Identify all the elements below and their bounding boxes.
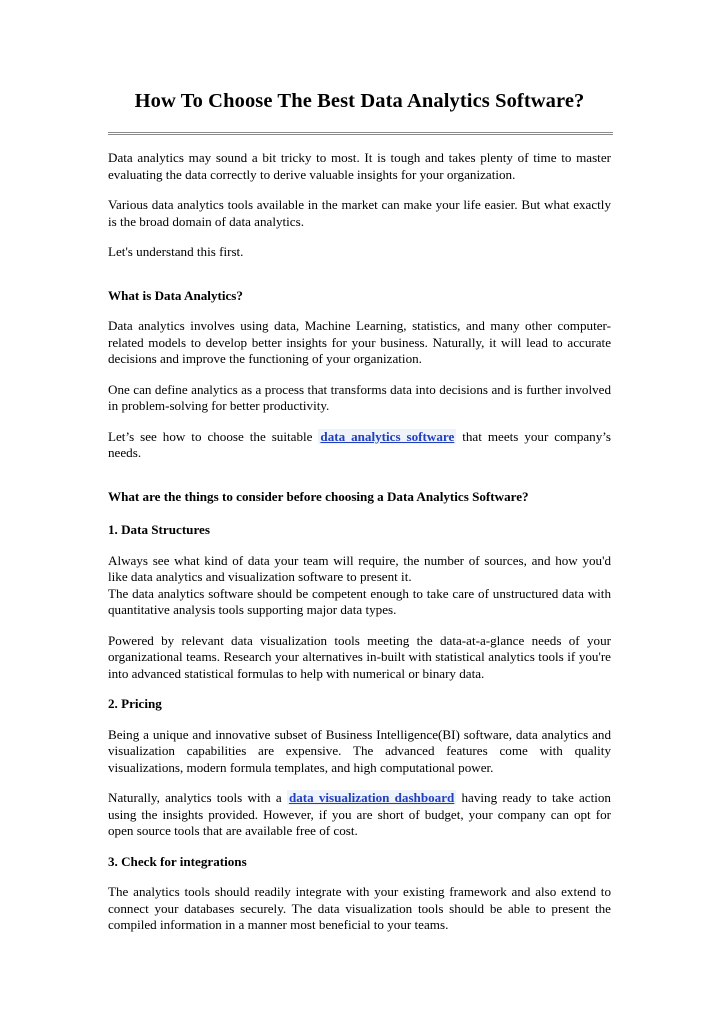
data-analytics-software-link[interactable]: data analytics software: [320, 428, 455, 444]
pricing-paragraph-1: Being a unique and innovative subset of Business Intelligence(BI) software, data analytics and visualization capabilities are expensive. The advanced features come with quality visualizations, modern formula templates, and high computational power.: [108, 726, 611, 775]
section-heading-pricing: 2. Pricing: [108, 696, 162, 711]
data-structures-paragraph-1-line-1: Always see what kind of data your team will require, the number of sources, and how you'd like data analytics and visualization software to present it.: [108, 552, 611, 584]
what-paragraph-3-after: that meets your company’s needs.: [108, 428, 612, 460]
integrations-paragraph-1: The analytics tools should readily integrate with your existing framework and also extend to connect your databases securely. The data visualization tools should be able to present the compiled information in a manner most beneficial to your teams.: [108, 884, 611, 932]
section-heading-things-to-consider: What are the things to consider before choosing a Data Analytics Software?: [108, 488, 529, 504]
what-paragraph-1: Data analytics involves using data, Machine Learning, statistics, and many other computer-related models to develop better insights for your business. Naturally, it will lead to accurate decisions and improve the functioning of your organization.: [108, 318, 611, 366]
intro-paragraph-3: Let's understand this first.: [108, 244, 244, 259]
what-paragraph-3: [108, 429, 611, 462]
intro-paragraph-1: Data analytics may sound a bit tricky to most. It is tough and takes plenty of time to master evaluating the data correctly to derive valuable insights for your organization.: [108, 150, 611, 182]
what-paragraph-3-before: Let’s see how to choose the suitable: [108, 428, 319, 444]
data-structures-paragraph-2: Powered by relevant data visualization tools meeting the data-at-a-glance needs of your organizational teams. Research your alternatives in-built with statistical analytics tools if you're into advanced statistical formulas to help with numerical or binary data.: [108, 632, 611, 681]
pricing-paragraph-2-before: Naturally, analytics tools with a: [108, 790, 287, 805]
what-paragraph-2: One can define analytics as a process that transforms data into decisions and is further involved in problem-solving for better productivity.: [108, 381, 611, 413]
section-heading-integrations: 3. Check for integrations: [108, 853, 247, 869]
intro-paragraph-2: Various data analytics tools available in the market can make your life easier. But what exactly is the broad domain of data analytics.: [108, 197, 611, 229]
pricing-paragraph-2: [108, 790, 611, 840]
data-visualization-dashboard-link[interactable]: data visualization dashboard: [288, 790, 455, 805]
pricing-paragraph-2-after: having ready to take action using the insights provided. However, if you are short of budget, your company can opt for open source tools that are available free of cost.: [108, 790, 611, 838]
title-divider: [108, 132, 613, 135]
data-structures-paragraph-1-line-2: The data analytics software should be competent enough to take care of unstructured data with quantitative analysis tools supporting major data types.: [108, 585, 611, 617]
section-heading-what-is-data-analytics: What is Data Analytics?: [108, 287, 243, 303]
section-heading-data-structures: 1. Data Structures: [108, 522, 210, 537]
page-title: How To Choose The Best Data Analytics Software?: [134, 90, 585, 112]
